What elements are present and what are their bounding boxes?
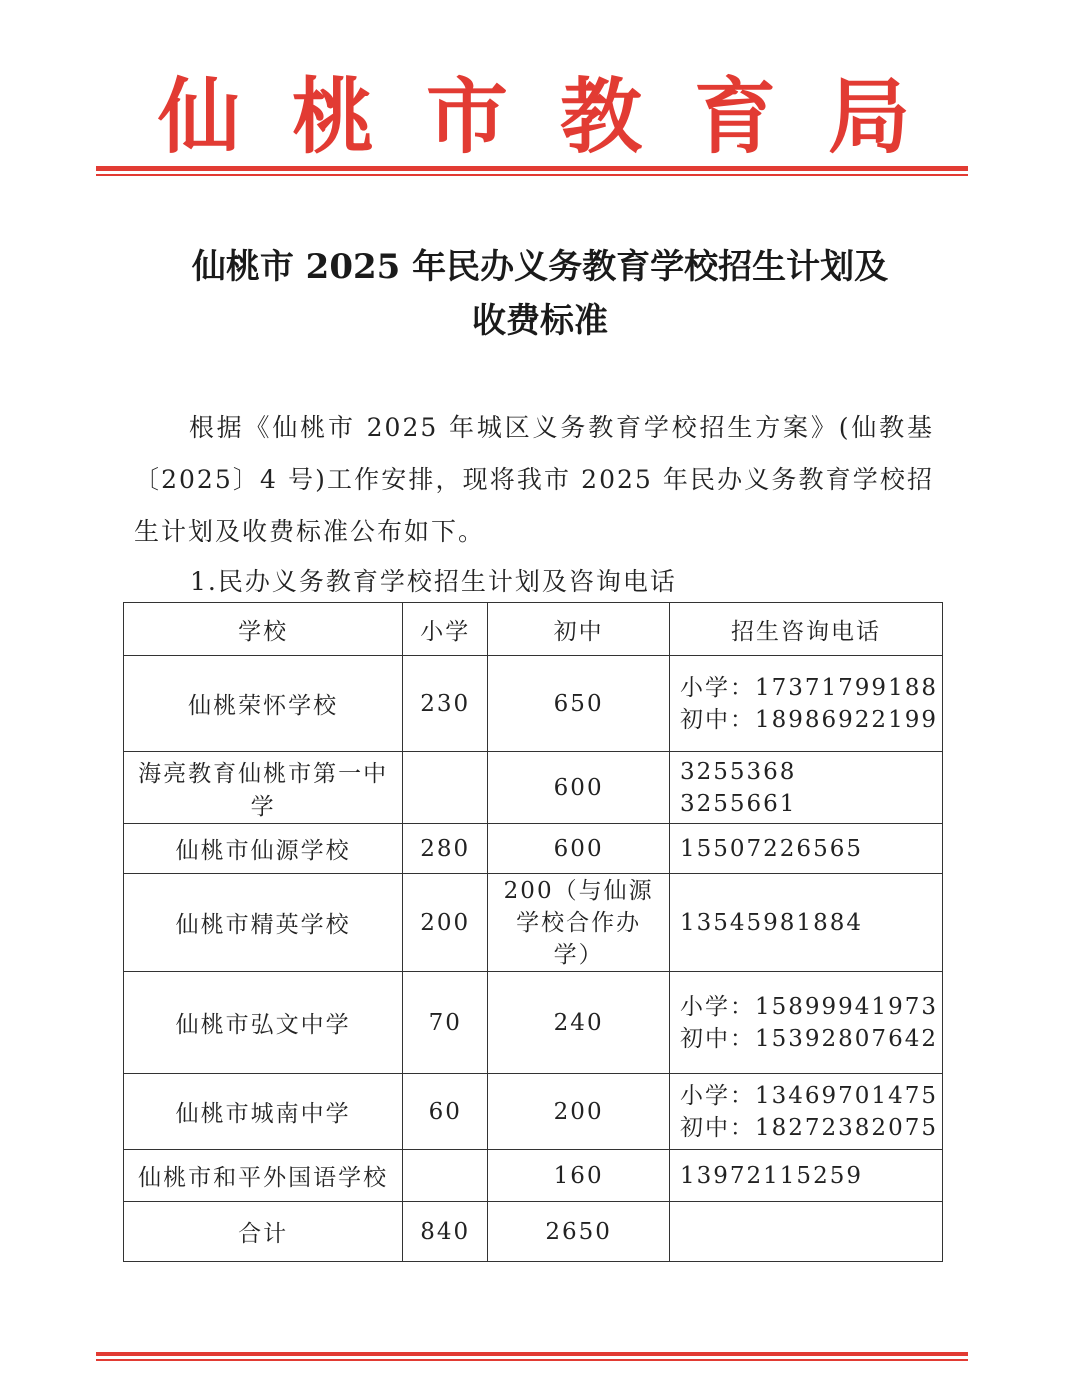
primary-quota: 230 — [403, 656, 488, 752]
phone-line: 小学：15899941973 — [680, 993, 938, 1020]
table-header-row — [124, 603, 943, 656]
primary-quota: 200 — [403, 874, 488, 972]
phone-cell — [670, 656, 943, 752]
masthead-rule-thick — [96, 166, 968, 171]
total-label: 合计 — [124, 1202, 403, 1262]
intro-text: 根据《仙桃市 2025 年城区义务教育学校招生方案》(仙教基〔2025〕4 号)工作安排，现将我市 2025 年民办义务教育学校招生计划及收费标准公布如下。 — [134, 413, 934, 546]
phone-line: 初中：18272382075 — [680, 1114, 938, 1141]
title-line-1: 仙桃市 2025 年民办义务教育学校招生计划及 — [191, 247, 889, 287]
table-row — [124, 972, 943, 1074]
school-name: 海亮教育仙桃市第一中学 — [124, 752, 403, 824]
footer-rule-thick — [96, 1352, 968, 1356]
phone-cell — [670, 1150, 943, 1202]
middle-quota: 600 — [488, 752, 670, 824]
primary-quota — [403, 1150, 488, 1202]
phone-line: 15507226565 — [680, 835, 863, 862]
middle-quota: 650 — [488, 656, 670, 752]
header-phone: 招生咨询电话 — [670, 603, 943, 656]
primary-quota: 70 — [403, 972, 488, 1074]
phone-cell — [670, 972, 943, 1074]
phone-line: 3255368 — [680, 758, 797, 785]
table-row — [124, 1074, 943, 1150]
total-middle: 2650 — [488, 1202, 670, 1262]
section-heading: 1.民办义务教育学校招生计划及咨询电话 — [190, 567, 677, 596]
school-name: 仙桃荣怀学校 — [124, 656, 403, 752]
phone-line: 小学：17371799188 — [680, 674, 938, 701]
header-primary: 小学 — [403, 603, 488, 656]
phone-line: 13972115259 — [680, 1162, 863, 1189]
masthead-rule-thin — [96, 174, 968, 176]
table-total-row — [124, 1202, 943, 1262]
table-row — [124, 1150, 943, 1202]
total-phone — [670, 1202, 943, 1262]
school-name: 仙桃市城南中学 — [124, 1074, 403, 1150]
header-school: 学校 — [124, 603, 403, 656]
middle-quota: 160 — [488, 1150, 670, 1202]
primary-quota: 60 — [403, 1074, 488, 1150]
table-row — [124, 874, 943, 972]
document-title — [120, 240, 960, 348]
middle-quota: 200（与仙源学校合作办学） — [488, 874, 670, 972]
middle-quota: 240 — [488, 972, 670, 1074]
phone-line: 初中：15392807642 — [680, 1025, 938, 1052]
phone-cell — [670, 874, 943, 972]
header-middle: 初中 — [488, 603, 670, 656]
table-row — [124, 656, 943, 752]
enrollment-table — [123, 602, 943, 1262]
school-name: 仙桃市和平外国语学校 — [124, 1150, 403, 1202]
phone-line: 小学：13469701475 — [680, 1082, 938, 1109]
primary-quota: 280 — [403, 824, 488, 874]
middle-quota: 600 — [488, 824, 670, 874]
school-name: 仙桃市仙源学校 — [124, 824, 403, 874]
title-line-2: 收费标准 — [472, 301, 608, 341]
footer-rule-thin — [96, 1359, 968, 1361]
phone-cell — [670, 1074, 943, 1150]
total-primary: 840 — [403, 1202, 488, 1262]
phone-line: 3255661 — [680, 790, 797, 817]
primary-quota — [403, 752, 488, 824]
phone-cell — [670, 752, 943, 824]
school-name: 仙桃市弘文中学 — [124, 972, 403, 1074]
school-name: 仙桃市精英学校 — [124, 874, 403, 972]
middle-quota: 200 — [488, 1074, 670, 1150]
table-row — [124, 824, 943, 874]
table-row — [124, 752, 943, 824]
phone-line: 13545981884 — [680, 909, 863, 936]
intro-paragraph — [134, 402, 934, 558]
phone-line: 初中：18986922199 — [680, 706, 938, 733]
phone-cell — [670, 824, 943, 874]
masthead-title: 仙桃市教育局 — [157, 69, 962, 165]
